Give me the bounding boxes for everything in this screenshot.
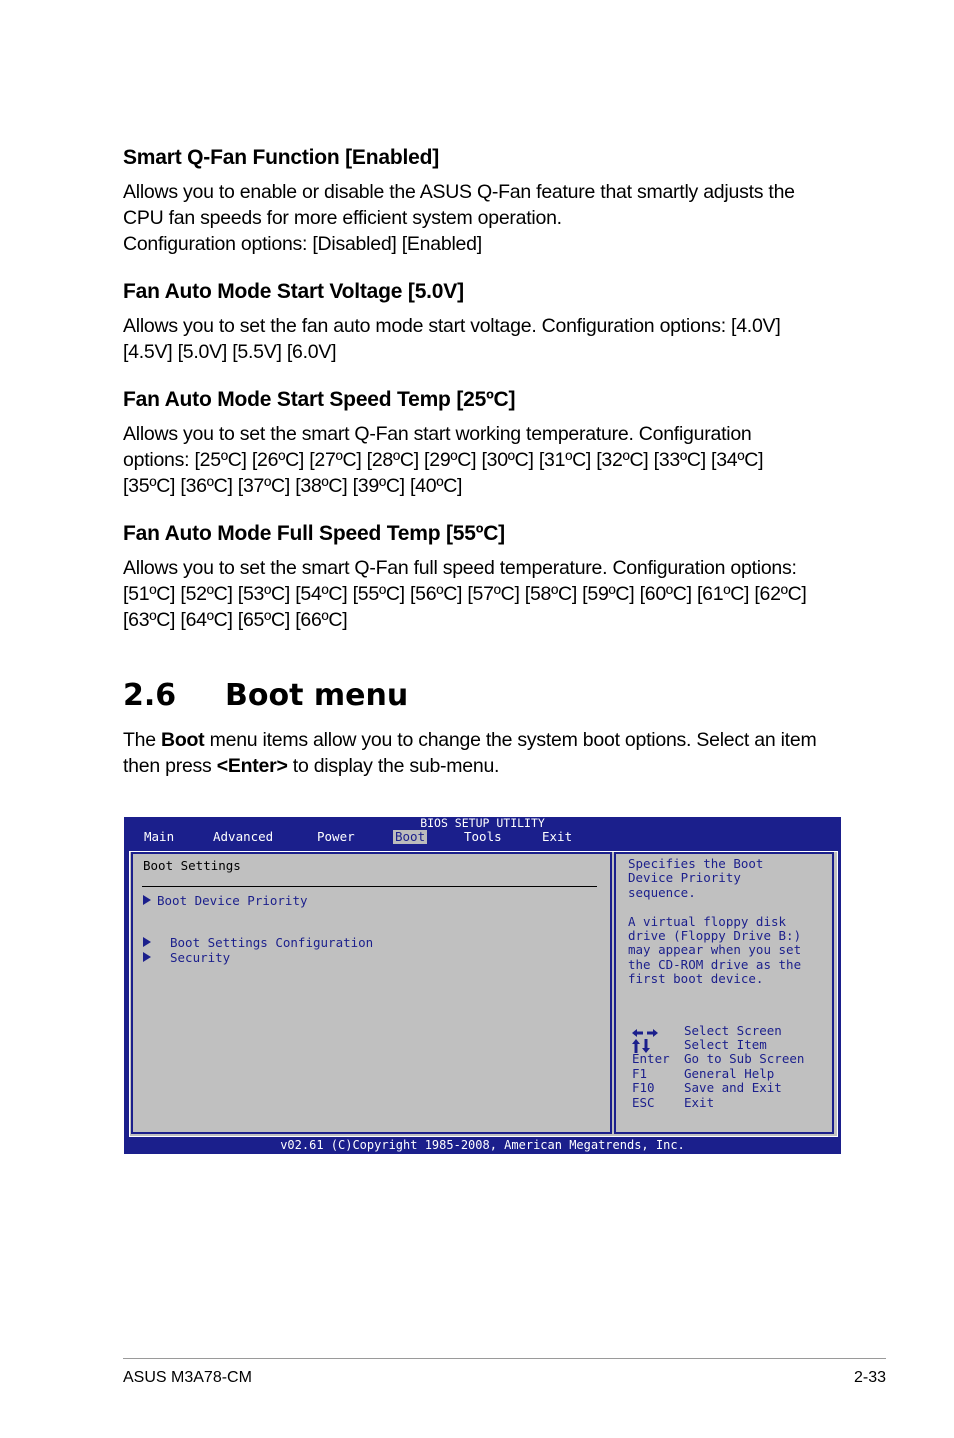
key-action-sub-screen: Go to Sub Screen — [684, 1051, 805, 1066]
submenu-arrow-icon — [143, 952, 151, 962]
text-line: Allows you to enable or disable the ASUS Q-Fan feature that smartly adjusts the — [123, 181, 795, 203]
bios-menu-exit[interactable]: Exit — [542, 829, 573, 844]
text-line: CPU fan speeds for more efficient system operation. — [123, 207, 562, 229]
submenu-arrow-icon — [143, 895, 151, 905]
boot-intro — [123, 727, 843, 779]
bios-screen — [124, 817, 841, 1154]
key-action-select-item: Select Item — [684, 1037, 767, 1052]
text-line: The Boot menu items allow you to change the system boot options. Select an item — [123, 729, 817, 751]
bios-item-security[interactable]: Security — [170, 950, 231, 965]
divider — [142, 886, 597, 887]
text-line: [51ºC] [52ºC] [53ºC] [54ºC] [55ºC] [56ºC] [57ºC] [58ºC] [59ºC] [60ºC] [61ºC] [62ºC] — [123, 583, 807, 605]
bold-term-boot: Boot — [161, 729, 205, 751]
bios-copyright: v02.61 (C)Copyright 1985-2008, American Megatrends, Inc. — [280, 1138, 685, 1152]
bios-item-boot-device-priority[interactable]: Boot Device Priority — [157, 893, 308, 908]
text-line: Configuration options: [Disabled] [Enabled] — [123, 233, 482, 255]
section-text-start-temp — [123, 421, 843, 499]
key-action-save-exit: Save and Exit — [684, 1080, 782, 1095]
bios-menu-advanced[interactable]: Advanced — [213, 829, 274, 844]
key-action-general-help: General Help — [684, 1066, 775, 1081]
footer-page-number: 2-33 — [853, 1369, 886, 1386]
bios-item-boot-settings-configuration[interactable]: Boot Settings Configuration — [170, 935, 374, 950]
submenu-arrow-icon — [143, 937, 151, 947]
key-esc: ESC — [632, 1095, 655, 1110]
section-title-boot-menu — [123, 676, 408, 716]
text-line: Allows you to set the smart Q-Fan full speed temperature. Configuration options: — [123, 557, 797, 579]
bold-term-enter: <Enter> — [216, 755, 288, 777]
section-title-text: Boot menu — [225, 678, 409, 713]
key-action-select-screen: Select Screen — [684, 1023, 782, 1038]
text-line: [4.5V] [5.0V] [5.5V] [6.0V] — [123, 341, 337, 363]
section-text-full-temp — [123, 555, 843, 633]
section-heading-start-temp: Fan Auto Mode Start Speed Temp [25ºC] — [123, 388, 516, 411]
key-action-exit: Exit — [684, 1095, 715, 1110]
section-number: 2.6 — [123, 678, 177, 713]
section-text-smart-qfan — [123, 179, 843, 257]
section-heading-smart-qfan: Smart Q-Fan Function [Enabled] — [123, 146, 440, 169]
key-f10: F10 — [632, 1080, 655, 1095]
text-line: Allows you to set the fan auto mode start voltage. Configuration options: [4.0V] — [123, 315, 781, 337]
section-heading-full-temp: Fan Auto Mode Full Speed Temp [55ºC] — [123, 522, 505, 545]
bios-menu-tools[interactable]: Tools — [464, 829, 502, 844]
text-line: [35ºC] [36ºC] [37ºC] [38ºC] [39ºC] [40ºC] — [123, 475, 463, 497]
bios-menu-power[interactable]: Power — [317, 829, 355, 844]
key-enter: Enter — [632, 1051, 670, 1066]
text-line: options: [25ºC] [26ºC] [27ºC] [28ºC] [29ºC] [30ºC] [31ºC] [32ºC] [33ºC] [34ºC] — [123, 449, 764, 471]
bios-title: BIOS SETUP UTILITY — [420, 816, 545, 830]
boot-settings-header: Boot Settings — [143, 858, 241, 873]
text-line: then press <Enter> to display the sub-menu. — [123, 755, 500, 777]
text-line: [63ºC] [64ºC] [65ºC] [66ºC] — [123, 609, 348, 631]
left-right-arrows-icon — [632, 1027, 658, 1039]
bios-menu-main[interactable]: Main — [144, 829, 175, 844]
bios-help-text: Specifies the Boot Device Priority sequence. A virtual floppy disk drive (Floppy Drive B:) may appear when you set the CD-ROM drive as the first boot device. — [628, 856, 802, 987]
section-text-start-voltage — [123, 313, 843, 365]
key-f1: F1 — [632, 1066, 648, 1081]
bios-menu-boot[interactable]: Boot — [395, 829, 426, 844]
text-line: Allows you to set the smart Q-Fan start working temperature. Configuration — [123, 423, 752, 445]
footer-rule — [123, 1358, 886, 1359]
section-heading-start-voltage: Fan Auto Mode Start Voltage [5.0V] — [123, 280, 464, 303]
footer-model: ASUS M3A78-CM — [123, 1369, 252, 1386]
bios-menu-bar — [124, 829, 841, 845]
